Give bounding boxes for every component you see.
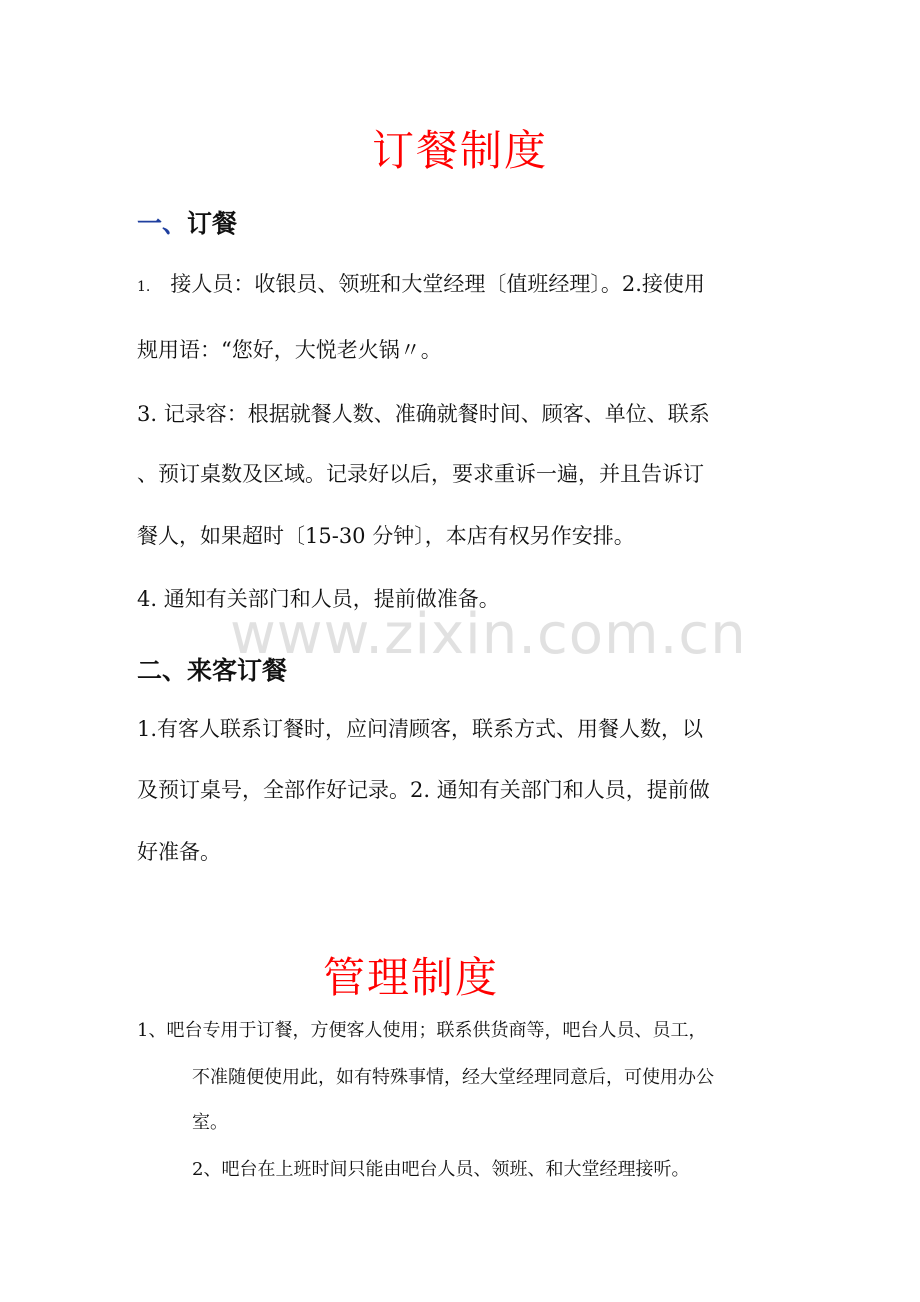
heading-text: 订餐: [187, 209, 238, 238]
paragraph-line: 室。: [192, 1112, 228, 1133]
line-text: 接人员：收银员、领班和大堂经理〔值班经理〕。2.接使用: [170, 272, 705, 296]
paragraph-line: 不准随便使用此，如有特殊事情，经大堂经理同意后，可使用办公: [192, 1067, 714, 1088]
paragraph-line: 3. 记录容：根据就餐人数、准确就餐时间、顾客、单位、联系: [137, 402, 710, 426]
ordering-policy-title: 订餐制度: [371, 126, 548, 175]
paragraph-line: 2、吧台在上班时间只能由吧台人员、领班、和大堂经理接听。: [192, 1159, 690, 1180]
watermark: www.zixin.com.cn: [230, 602, 747, 667]
paragraph-line: 1.有客人联系订餐时，应问清顾客，联系方式、用餐人数，以: [137, 717, 704, 741]
management-policy-title: 管理制度: [323, 953, 500, 1002]
paragraph-line: 餐人，如果超时〔15-30 分钟〕，本店有权另作安排。: [137, 524, 635, 548]
heading-number: 一、: [137, 209, 188, 238]
list-number: 1.: [137, 279, 151, 295]
paragraph-line: 4. 通知有关部门和人员，提前做准备。: [137, 587, 500, 611]
section-heading-ordering: [137, 204, 237, 240]
paragraph-line: 1、吧台专用于订餐，方便客人使用；联系供货商等，吧台人员、员工，: [137, 1020, 707, 1041]
paragraph-line: [137, 268, 705, 298]
section-heading-guest-ordering: 二、来客订餐: [137, 656, 288, 685]
paragraph-line: 好准备。: [137, 840, 221, 864]
paragraph-line: 规用语：“您好，大悦老火锅〃。: [137, 338, 442, 362]
paragraph-line: 及预订桌号，全部作好记录。2. 通知有关部门和人员，提前做: [137, 778, 710, 802]
paragraph-line: 、预订桌数及区域。记录好以后，要求重诉一遍，并且告诉订: [137, 462, 704, 486]
